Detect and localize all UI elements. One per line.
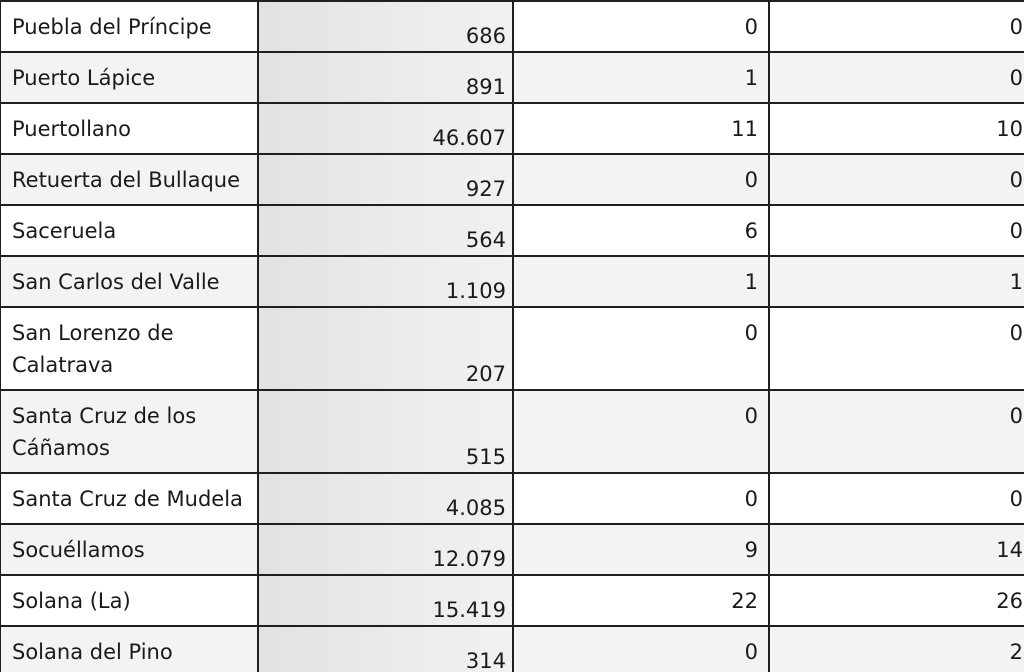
count-a-cell: 9 (513, 524, 769, 575)
population-cell (258, 575, 513, 626)
population-value: 927 (465, 177, 506, 201)
count-b-cell: 0 (769, 307, 1024, 390)
count-a-cell: 0 (513, 307, 769, 390)
table-row (0, 390, 1024, 473)
count-a-cell: 0 (513, 473, 769, 524)
population-cell (258, 154, 513, 205)
table-row (0, 154, 1024, 205)
count-b-cell: 10 (769, 103, 1024, 154)
count-b-cell: 0 (769, 154, 1024, 205)
table-row (0, 575, 1024, 626)
population-value: 15.419 (432, 598, 506, 622)
count-b-cell: 0 (769, 1, 1024, 52)
population-cell (258, 307, 513, 390)
population-value: 314 (465, 649, 506, 672)
population-value: 46.607 (432, 126, 506, 150)
count-a-cell: 1 (513, 256, 769, 307)
population-cell (258, 52, 513, 103)
count-a-cell: 0 (513, 154, 769, 205)
table-row (0, 307, 1024, 390)
table-row (0, 1, 1024, 52)
municipality-name: Puerto Lápice (0, 52, 258, 103)
municipality-name: Saceruela (0, 205, 258, 256)
table-row (0, 626, 1024, 672)
municipality-name: Puebla del Príncipe (0, 1, 258, 52)
population-cell (258, 473, 513, 524)
population-cell (258, 256, 513, 307)
count-b-cell: 2 (769, 626, 1024, 672)
population-cell (258, 103, 513, 154)
population-cell (258, 626, 513, 672)
population-value: 515 (465, 445, 506, 469)
municipality-name: Retuerta del Bullaque (0, 154, 258, 205)
municipality-name: San Lorenzo de Calatrava (0, 307, 258, 390)
municipality-name: San Carlos del Valle (0, 256, 258, 307)
count-b-cell: 0 (769, 473, 1024, 524)
count-a-cell: 11 (513, 103, 769, 154)
table-row (0, 52, 1024, 103)
count-b-cell: 1 (769, 256, 1024, 307)
municipality-name: Santa Cruz de los Cáñamos (0, 390, 258, 473)
table-row (0, 256, 1024, 307)
table-row (0, 524, 1024, 575)
count-a-cell: 0 (513, 626, 769, 672)
count-b-cell: 26 (769, 575, 1024, 626)
table-row (0, 473, 1024, 524)
count-a-cell: 0 (513, 1, 769, 52)
count-b-cell: 14 (769, 524, 1024, 575)
count-a-cell: 6 (513, 205, 769, 256)
table-row (0, 205, 1024, 256)
population-cell (258, 205, 513, 256)
count-a-cell: 22 (513, 575, 769, 626)
population-value: 4.085 (445, 496, 506, 520)
municipality-name: Solana del Pino (0, 626, 258, 672)
population-value: 564 (465, 228, 506, 252)
population-cell (258, 1, 513, 52)
population-value: 891 (465, 75, 506, 99)
table-row (0, 103, 1024, 154)
population-value: 686 (465, 24, 506, 48)
population-value: 207 (465, 362, 506, 386)
population-value: 12.079 (432, 547, 506, 571)
count-b-cell: 0 (769, 205, 1024, 256)
population-cell (258, 524, 513, 575)
municipality-name: Socuéllamos (0, 524, 258, 575)
municipality-name: Santa Cruz de Mudela (0, 473, 258, 524)
count-a-cell: 1 (513, 52, 769, 103)
count-b-cell: 0 (769, 390, 1024, 473)
municipality-name: Puertollano (0, 103, 258, 154)
population-cell (258, 390, 513, 473)
count-b-cell: 0 (769, 52, 1024, 103)
municipality-name: Solana (La) (0, 575, 258, 626)
count-a-cell: 0 (513, 390, 769, 473)
population-value: 1.109 (445, 279, 506, 303)
